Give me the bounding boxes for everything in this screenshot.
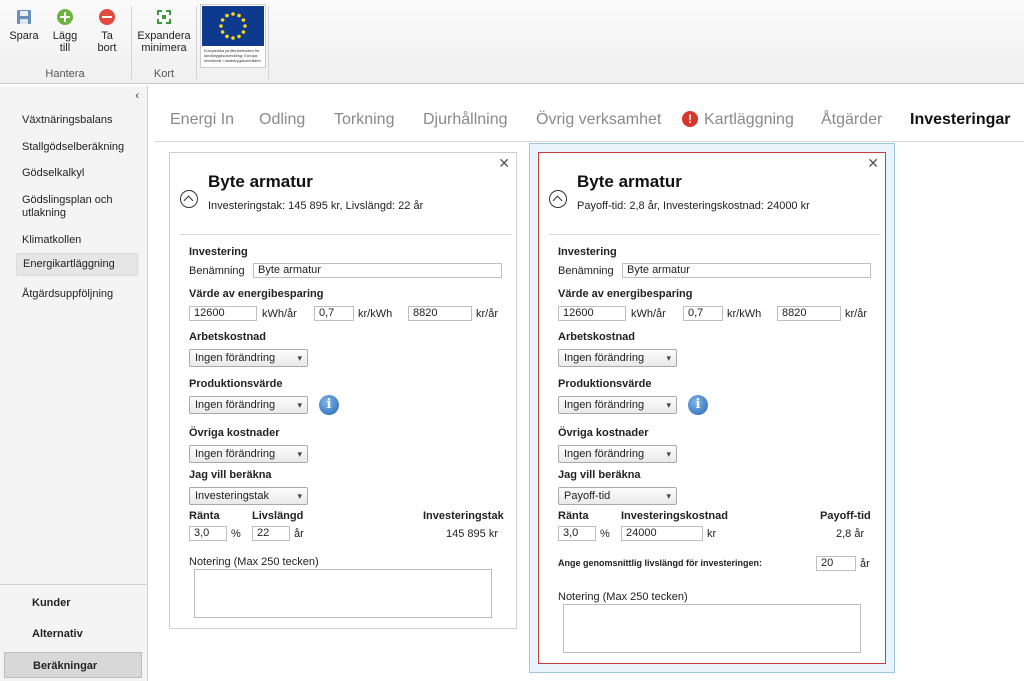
chevron-down-icon: ▾ — [666, 491, 671, 501]
info-icon[interactable]: i — [688, 395, 708, 415]
collapse-card-icon[interactable] — [180, 190, 198, 208]
divider — [549, 234, 881, 235]
ovriga-kostnader-value: Ingen förändring — [564, 448, 645, 460]
livslangd-input[interactable]: 22 — [252, 526, 290, 541]
ranta-unit: % — [600, 528, 610, 540]
kr-input[interactable]: 8820 — [408, 306, 472, 321]
tab-kartlaggning-label: Kartläggning — [704, 111, 794, 128]
produktionsvarde-select[interactable] — [558, 396, 677, 414]
benamning-label: Benämning — [558, 265, 614, 277]
plus-circle-icon — [56, 8, 74, 26]
livslangd-unit: år — [860, 558, 870, 570]
collapse-sidebar-icon[interactable]: ‹ — [135, 90, 139, 102]
close-icon[interactable]: ✕ — [498, 155, 510, 171]
ovriga-kostnader-select[interactable] — [558, 445, 677, 463]
add-button[interactable] — [48, 8, 82, 54]
kr-unit: kr/år — [845, 308, 867, 320]
price-input[interactable]: 0,7 — [314, 306, 354, 321]
investeringskostnad-unit: kr — [707, 528, 717, 540]
group-label-kort: Kort — [153, 68, 175, 80]
sidebar-item-godslingsplan[interactable]: Gödslingsplan och utlakning — [22, 194, 113, 219]
energibesparing-heading: Värde av energibesparing — [189, 288, 324, 300]
nav-berakningar[interactable]: Beräkningar — [4, 652, 142, 678]
result-value: 2,8 år — [836, 528, 865, 540]
tab-energi-in[interactable]: Energi In — [170, 111, 235, 128]
sidebar-item-godselkalkyl[interactable]: Gödselkalkyl — [22, 167, 85, 179]
chevron-down-icon: ▾ — [297, 449, 302, 459]
minus-circle-icon — [98, 8, 116, 26]
notering-textarea[interactable] — [563, 604, 861, 653]
delete-label-line1: Ta — [101, 30, 113, 42]
ribbon — [0, 0, 1024, 84]
delete-button[interactable] — [90, 8, 124, 54]
price-unit: kr/kWh — [358, 308, 393, 320]
produktionsvarde-select[interactable] — [189, 396, 308, 414]
sidebar — [0, 86, 148, 681]
produktionsvarde-label: Produktionsvärde — [189, 378, 283, 390]
arbetskostnad-select[interactable] — [558, 349, 677, 367]
livslangd-unit: år — [294, 528, 304, 540]
chevron-down-icon: ▾ — [666, 449, 671, 459]
investeringskostnad-input[interactable]: 24000 — [621, 526, 703, 541]
livslangd-prompt: Ange genomsnittlig livslängd för investeringen: — [558, 558, 763, 568]
expand-label-line1: Expandera — [137, 30, 191, 42]
berakna-label: Jag vill beräkna — [189, 469, 272, 481]
eu-logo — [200, 4, 266, 68]
produktionsvarde-label: Produktionsvärde — [558, 378, 652, 390]
ranta-label: Ränta — [558, 510, 589, 522]
ranta-input[interactable]: 3,0 — [189, 526, 227, 541]
tab-bar — [154, 91, 1024, 142]
chevron-down-icon: ▾ — [666, 400, 671, 410]
benamning-input[interactable]: Byte armatur — [622, 263, 871, 278]
ovriga-kostnader-label: Övriga kostnader — [189, 427, 280, 439]
chevron-down-icon: ▾ — [666, 353, 671, 363]
expand-label-line2: minimera — [141, 42, 187, 54]
result-label: Payoff-tid — [820, 510, 871, 522]
arbetskostnad-select[interactable] — [189, 349, 308, 367]
tab-djurhallning[interactable]: Djurhållning — [423, 111, 508, 128]
sidebar-item-energikartlaggning[interactable]: Energikartläggning — [16, 253, 138, 276]
collapse-card-icon[interactable] — [549, 190, 567, 208]
warning-icon: ! — [682, 111, 698, 127]
ovriga-kostnader-value: Ingen förändring — [195, 448, 276, 460]
ribbon-divider — [196, 6, 197, 80]
tab-atgarder[interactable]: Åtgärder — [821, 111, 883, 128]
info-icon[interactable]: i — [319, 395, 339, 415]
eu-logo-text: Europeiska jordbruksfonden för landsbygdsutveckling: Europa investerar i landsbygdsområden — [204, 48, 261, 63]
notering-textarea[interactable] — [194, 569, 492, 618]
berakna-label: Jag vill beräkna — [558, 469, 641, 481]
card-summary: Payoff-tid: 2,8 år, Investeringskostnad: 24000 kr — [577, 200, 810, 212]
eu-flag-icon — [202, 6, 264, 46]
notering-label: Notering (Max 250 tecken) — [189, 556, 319, 568]
berakna-select[interactable] — [189, 487, 308, 505]
chevron-down-icon: ▾ — [297, 353, 302, 363]
card-title: Byte armatur — [577, 172, 682, 191]
sidebar-bottom-nav — [0, 584, 146, 681]
tab-investeringar[interactable]: Investeringar — [910, 111, 1011, 128]
close-icon[interactable]: ✕ — [867, 155, 879, 171]
investeringskostnad-label: Investeringskostnad — [621, 510, 728, 522]
ranta-input[interactable]: 3,0 — [558, 526, 596, 541]
group-label-hantera: Hantera — [45, 68, 85, 80]
ribbon-divider — [131, 6, 132, 80]
berakna-value: Payoff-tid — [564, 490, 611, 502]
kwh-unit: kWh/år — [262, 308, 297, 320]
sidebar-item-stallgodselberakning[interactable]: Stallgödselberäkning — [22, 141, 125, 153]
sidebar-item-atgardsuppfoljning[interactable]: Åtgärdsuppföljning — [22, 288, 114, 300]
benamning-label: Benämning — [189, 265, 245, 277]
ranta-label: Ränta — [189, 510, 220, 522]
result-value: 145 895 kr — [446, 528, 498, 540]
chevron-down-icon: ▾ — [297, 491, 302, 501]
investering-heading: Investering — [558, 246, 617, 258]
investering-heading: Investering — [189, 246, 248, 258]
add-label-line2: till — [59, 42, 71, 54]
sidebar-item-klimatkollen[interactable]: Klimatkollen — [22, 234, 82, 246]
price-unit: kr/kWh — [727, 308, 762, 320]
nav-kunder[interactable]: Kunder — [32, 597, 71, 609]
tab-kartlaggning[interactable] — [682, 111, 794, 129]
produktionsvarde-value: Ingen förändring — [195, 399, 276, 411]
kr-unit: kr/år — [476, 308, 498, 320]
result-label: Investeringstak — [423, 510, 504, 522]
save-button[interactable] — [6, 8, 42, 42]
arbetskostnad-value: Ingen förändring — [564, 352, 645, 364]
add-label-line1: Lägg — [52, 30, 78, 42]
tab-odling[interactable]: Odling — [259, 111, 306, 128]
investment-card — [169, 152, 517, 629]
price-input[interactable]: 0,7 — [683, 306, 723, 321]
sidebar-item-vaxtnaringsbalans[interactable]: Växtnäringsbalans — [22, 114, 113, 126]
berakna-select[interactable] — [558, 487, 677, 505]
save-label: Spara — [9, 30, 39, 42]
expand-icon — [155, 8, 173, 26]
produktionsvarde-value: Ingen förändring — [564, 399, 645, 411]
delete-label-line2: bort — [97, 42, 117, 54]
arbetskostnad-label: Arbetskostnad — [558, 331, 636, 343]
tab-torkning[interactable]: Torkning — [334, 111, 395, 128]
card-title: Byte armatur — [208, 172, 313, 191]
kwh-input[interactable]: 12600 — [558, 306, 626, 321]
ranta-unit: % — [231, 528, 241, 540]
kr-input[interactable]: 8820 — [777, 306, 841, 321]
tab-ovrig-verksamhet[interactable]: Övrig verksamhet — [536, 111, 662, 128]
energibesparing-heading: Värde av energibesparing — [558, 288, 693, 300]
investment-card-selected — [538, 152, 886, 664]
notering-label: Notering (Max 250 tecken) — [558, 591, 688, 603]
livslangd-input[interactable]: 20 — [816, 556, 856, 571]
livslangd-label: Livslängd — [252, 510, 304, 522]
divider — [180, 234, 512, 235]
berakna-value: Investeringstak — [195, 490, 269, 502]
kwh-input[interactable]: 12600 — [189, 306, 257, 321]
chevron-down-icon: ▾ — [297, 400, 302, 410]
ovriga-kostnader-label: Övriga kostnader — [558, 427, 649, 439]
benamning-input[interactable]: Byte armatur — [253, 263, 502, 278]
card-summary: Investeringstak: 145 895 kr, Livslängd: 22 år — [208, 200, 424, 212]
ribbon-divider — [268, 6, 269, 80]
arbetskostnad-label: Arbetskostnad — [189, 331, 267, 343]
nav-alternativ[interactable]: Alternativ — [32, 628, 83, 640]
arbetskostnad-value: Ingen förändring — [195, 352, 276, 364]
expand-collapse-button[interactable] — [136, 8, 192, 54]
save-icon — [15, 8, 33, 26]
kwh-unit: kWh/år — [631, 308, 666, 320]
ovriga-kostnader-select[interactable] — [189, 445, 308, 463]
